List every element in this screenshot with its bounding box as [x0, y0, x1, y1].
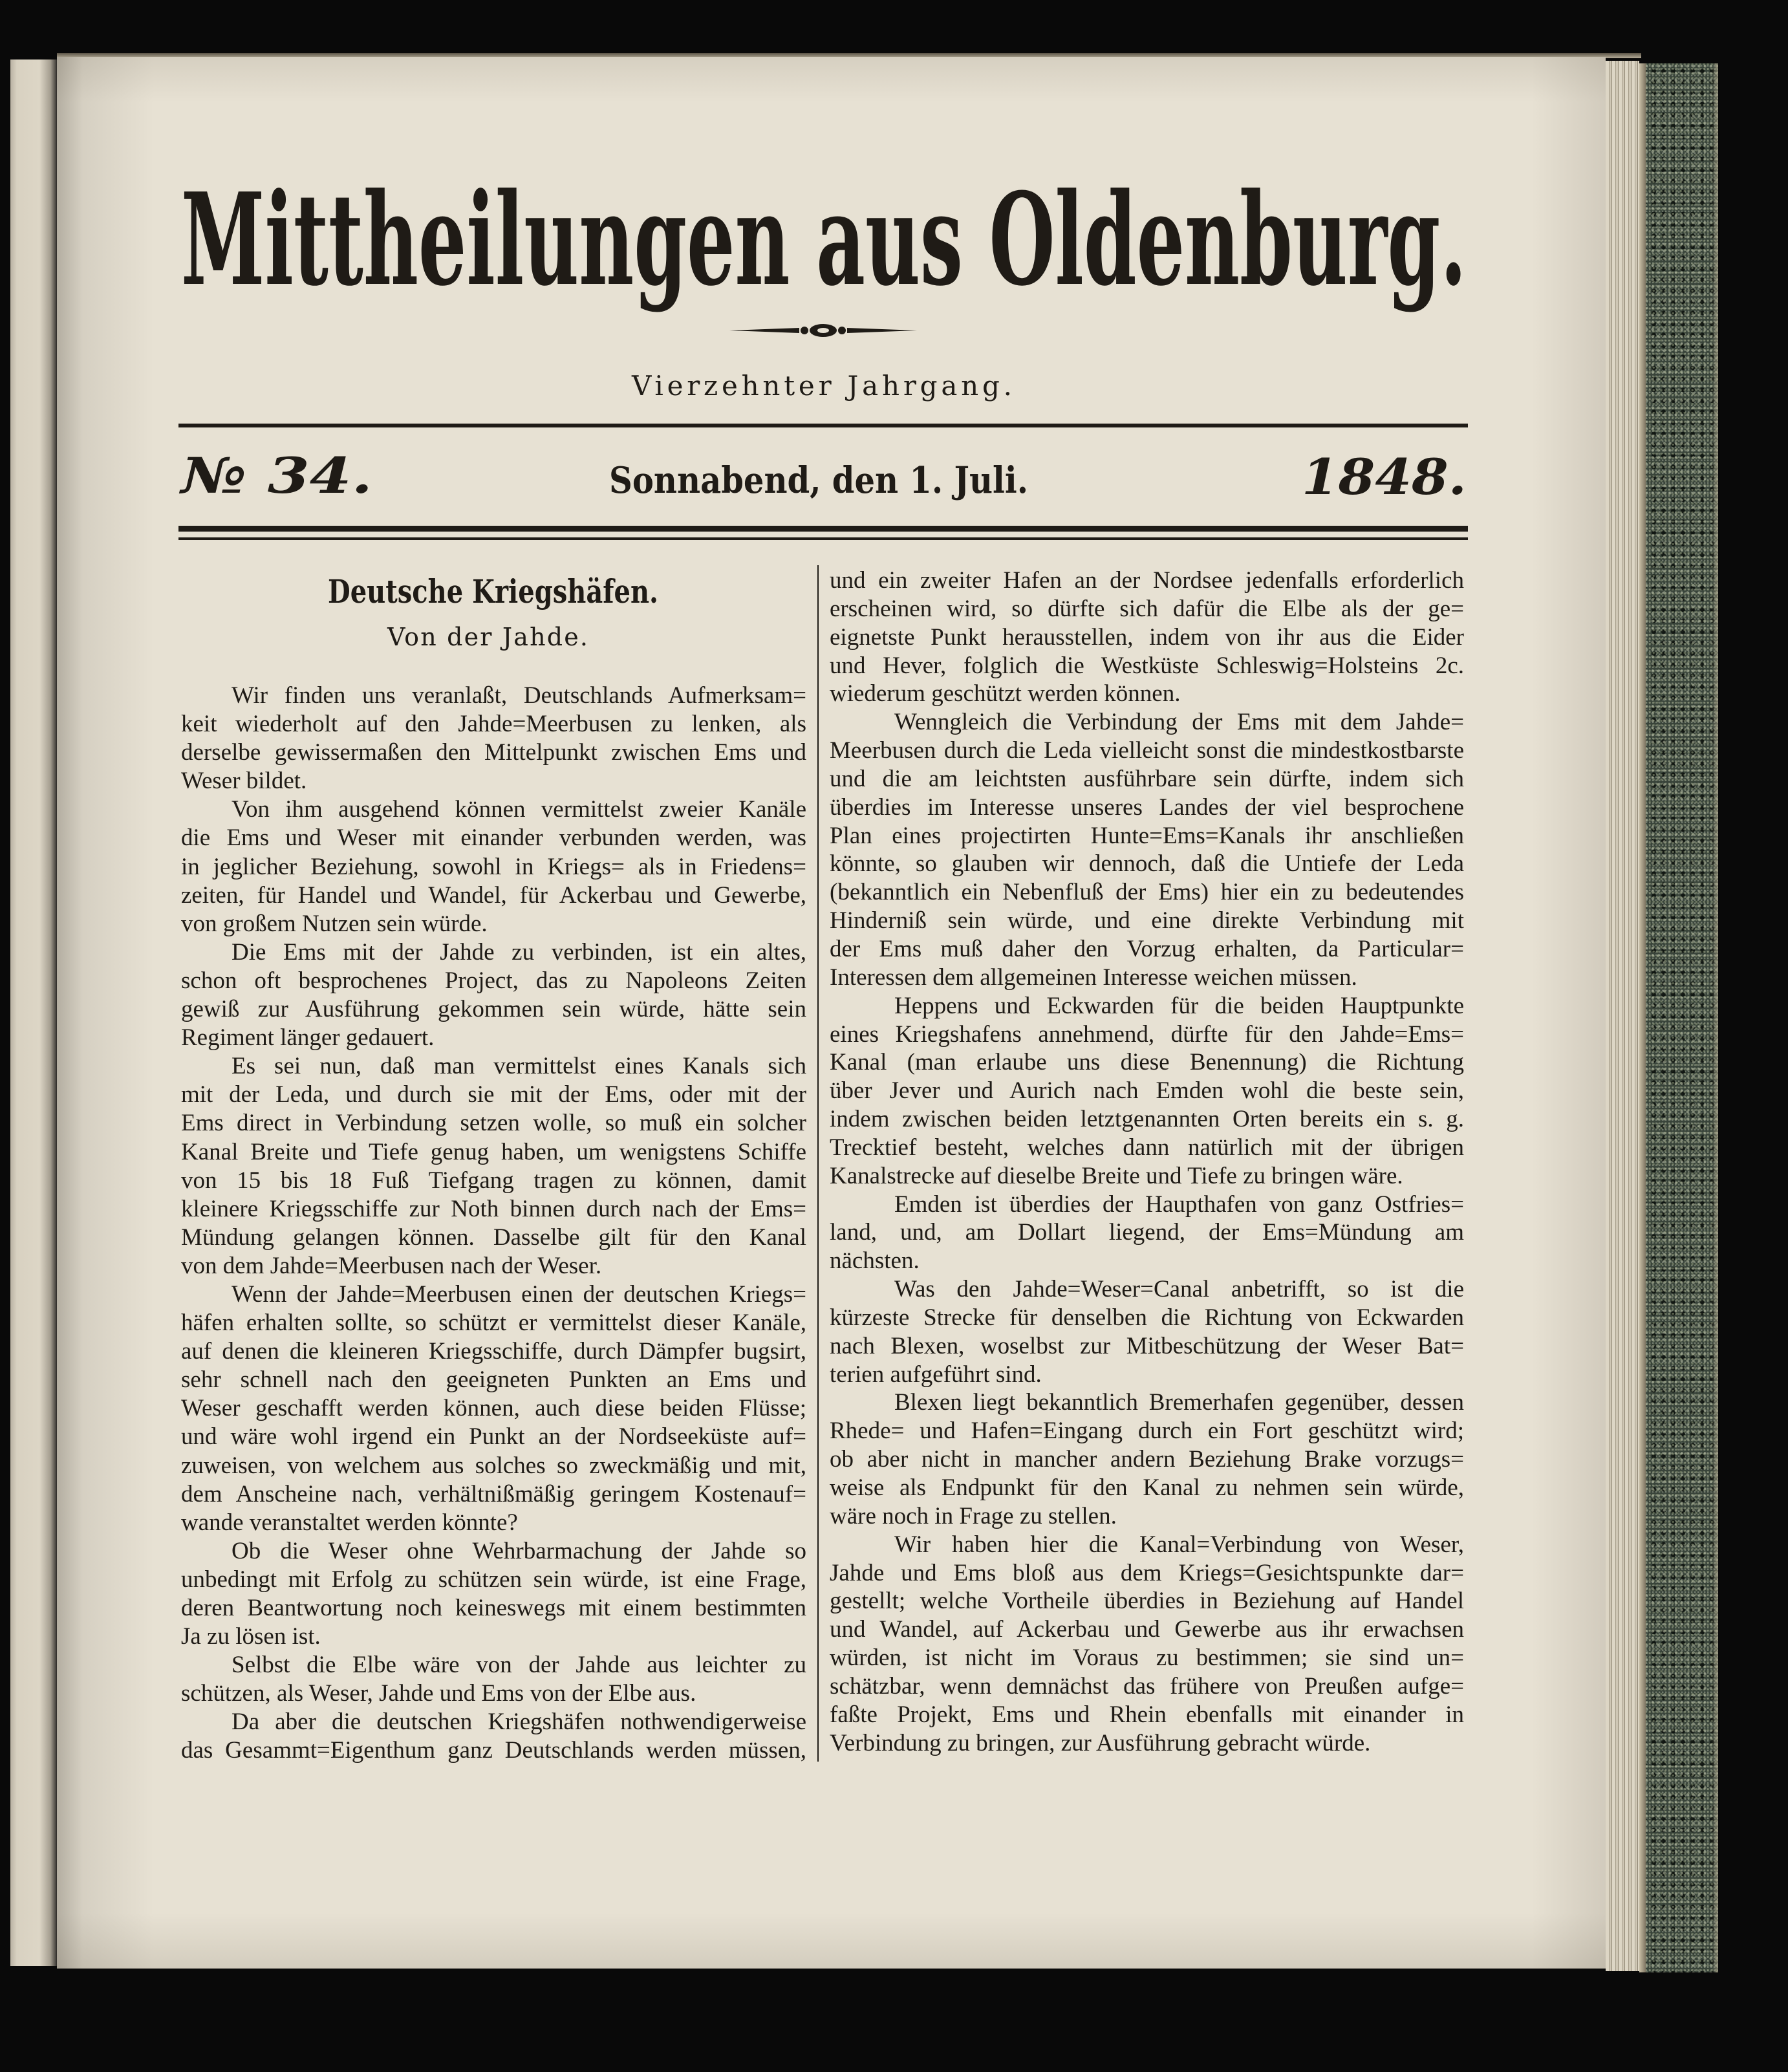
text-line: wäre noch in Frage zu stellen.	[830, 1502, 1117, 1529]
text-line: Blexen liegt bekanntlich Bremerhafen gegenüber, dessen	[894, 1389, 1464, 1416]
text-line: weise als Endpunkt für den Kanal zu nehmen sein würde,	[830, 1474, 1464, 1501]
text-line: Weser bildet.	[181, 768, 307, 795]
text-line: eignetste Punkt herausstellen, indem von ihr aus die Eider	[830, 623, 1464, 651]
text-line: schätzbar, wenn demnächst das frühere von Preußen aufge=	[830, 1672, 1464, 1700]
text-line: erscheinen wird, so dürfte sich dafür die Elbe als der ge=	[830, 595, 1464, 622]
text-line: und wäre wohl irgend ein Punkt an der Nordseeküste auf=	[181, 1423, 806, 1451]
text-line: land, und, am Dollart liegend, der Ems=Mündung am	[830, 1219, 1464, 1246]
ornament-left-rule	[729, 328, 799, 333]
right-column	[830, 567, 1464, 1757]
left-column	[181, 682, 806, 1765]
double-rule-thin	[178, 537, 1468, 540]
volume-label: Vierzehnter Jahrgang.	[632, 370, 1012, 402]
ornament-dot-left	[801, 327, 808, 334]
text-line: und Wandel, auf Ackerbau und Gewerbe aus ihr erwachsen	[830, 1616, 1464, 1643]
paragraph	[181, 938, 806, 1052]
text-line: könnte, so glauben wir dennoch, daß die Untiefe der Leda	[830, 850, 1464, 878]
text-line: deren Beantwortung noch keineswegs mit einem bestimmten	[181, 1595, 806, 1621]
paragraph	[181, 1537, 806, 1651]
text-line: und ein zweiter Hafen an der Nordsee jedenfalls erforderlich	[830, 567, 1464, 594]
text-line: Kanalstrecke auf dieselbe Breite und Tiefe zu bringen wäre.	[830, 1162, 1403, 1189]
text-line: Ems direct in Verbindung setzen wolle, so muß ein solcher	[181, 1110, 806, 1137]
text-line: terien aufgeführt sind.	[830, 1361, 1042, 1388]
ornament-right-rule	[847, 328, 917, 333]
text-line: Da aber die deutschen Kriegshäfen nothwendigerweise	[232, 1709, 806, 1736]
text-line: und Hever, folglich die Westküste Schleswig=Holsteins 2c.	[830, 652, 1464, 679]
text-line: mit der Leda, und durch sie mit der Ems, oder mit der	[181, 1081, 806, 1108]
text-line: sehr schnell nach den geeigneten Punkten an Ems und	[181, 1366, 806, 1394]
text-line: die Ems und Weser mit einander verbunden werden, was	[181, 825, 806, 852]
text-line: Was den Jahde=Weser=Canal anbetrifft, so ist die	[894, 1276, 1464, 1303]
text-line: Regiment länger gedauert.	[181, 1024, 435, 1052]
text-line: keit wiederholt auf den Jahde=Meerbusen zu lenken, als	[181, 711, 806, 738]
text-line: Weser geschafft werden können, auch diese beiden Flüsse;	[181, 1395, 806, 1422]
paragraph	[830, 992, 1464, 1191]
text-line: Ja zu lösen ist.	[181, 1623, 321, 1650]
text-line: eines Kriegshafens annehmend, dürfte für den Jahde=Ems=	[830, 1020, 1464, 1048]
paragraph	[830, 1191, 1464, 1276]
text-line: kleinere Kriegsschiffe zur Noth binnen durch nach der Ems=	[181, 1195, 806, 1222]
text-line: Trecktief besteht, welches dann natürlich mit der übrigen	[830, 1134, 1464, 1161]
paragraph	[181, 795, 806, 938]
text-line: schon oft besprochenes Project, das zu Napoleons Zeiten	[181, 967, 806, 994]
text-line: Heppens und Eckwarden für die beiden Hauptpunkte	[894, 992, 1464, 1019]
issue-date: Sonnabend, den 1. Juli.	[609, 459, 1028, 502]
text-line: gestellt; welche Vortheile überdies in Beziehung auf Handel	[830, 1588, 1464, 1615]
issue-year: 1848.	[1302, 448, 1467, 506]
paragraph	[830, 1275, 1464, 1388]
text-line: wiederum geschützt werden können.	[830, 680, 1181, 707]
text-line: wande veranstaltet werden könnte?	[181, 1509, 518, 1536]
text-line: ob aber nicht in mancher andern Beziehung Brake vorzugs=	[830, 1446, 1464, 1473]
paragraph	[181, 1651, 806, 1708]
text-line: Jahde und Ems bloß aus dem Kriegs=Gesichtspunkte dar=	[830, 1559, 1464, 1586]
article-title: Deutsche Kriegshäfen.	[328, 572, 658, 610]
paragraph	[830, 567, 1464, 708]
article-subtitle: Von der Jahde.	[387, 623, 588, 651]
paragraph	[830, 708, 1464, 991]
text-line: Von ihm ausgehend können vermittelst zweier Kanäle	[232, 796, 806, 823]
text-line: zuweisen, von welchem aus solches so zweckmäßig und mit,	[181, 1452, 806, 1479]
text-line: Selbst die Elbe wäre von der Jahde aus leichter zu	[232, 1652, 806, 1679]
paragraph	[830, 1531, 1464, 1758]
text-line: Plan eines projectirten Hunte=Ems=Kanals ihr anschließen	[830, 822, 1464, 849]
text-line: indem zwischen beiden letztgenannten Orten bereits ein s. g.	[830, 1106, 1464, 1133]
text-line: faßte Projekt, Ems und Rhein ebenfalls mit einander in	[830, 1701, 1464, 1728]
text-line: derselbe gewissermaßen den Mittelpunkt zwischen Ems und	[181, 739, 806, 766]
paragraph	[181, 1708, 806, 1765]
text-line: über Jever und Aurich nach Emden wohl die beste sein,	[830, 1077, 1464, 1105]
text-line: häfen erhalten sollte, so schützt er vermittelst dieser Kanäle,	[181, 1310, 806, 1337]
text-line: Wenngleich die Verbindung der Ems mit dem Jahde=	[894, 709, 1464, 736]
text-line: unbedingt mit Erfolg zu schützen sein würde, ist eine Frage,	[181, 1566, 806, 1593]
text-line: in jeglicher Beziehung, sowohl in Kriegs= als in Friedens=	[181, 853, 806, 880]
text-line: Wir haben hier die Kanal=Verbindung von Weser,	[894, 1531, 1464, 1558]
text-line: dem Anscheine nach, verhältnißmäßig geringem Kostenauf=	[181, 1480, 806, 1507]
text-line: nach Blexen, woselbst zur Mitbeschützung der Weser Bat=	[830, 1332, 1464, 1359]
text-line: und die am leichtsten ausführbare sein dürfte, indem sich	[830, 765, 1464, 792]
text-line: der Ems muß daher den Vorzug erhalten, da Particular=	[830, 935, 1464, 962]
ornament-dot-right	[838, 327, 846, 334]
text-line: (bekanntlich ein Nebenfluß der Ems) hier ein zu bedeutendes	[830, 879, 1464, 906]
title-ornament	[729, 324, 917, 337]
ornament-center-hole	[817, 328, 829, 333]
text-line: nächsten.	[830, 1247, 920, 1275]
header-rule	[178, 424, 1468, 427]
column-separator	[817, 565, 819, 1762]
paragraph	[830, 1388, 1464, 1530]
text-line: Mündung gelangen können. Dasselbe gilt für den Kanal	[181, 1224, 806, 1251]
text-line: Ob die Weser ohne Wehrbarmachung der Jahde so	[232, 1537, 806, 1564]
text-line: Verbindung zu bringen, zur Ausführung gebracht würde.	[830, 1729, 1371, 1756]
text-line: Meerbusen durch die Leda vielleicht sonst die mindestkostbarste	[830, 737, 1464, 764]
text-line: Es sei nun, daß man vermittelst eines Kanals sich	[232, 1053, 806, 1080]
newspaper-title: Mittheilungen aus Oldenburg.	[181, 166, 1467, 314]
paragraph	[181, 1280, 806, 1537]
text-line: Rhede= und Hafen=Eingang durch ein Fort geschützt wird;	[830, 1418, 1464, 1445]
paragraph	[181, 1052, 806, 1280]
text-line: Interessen dem allgemeinen Interesse weichen müssen.	[830, 964, 1357, 991]
text-line: würden, ist nicht im Voraus zu bestimmen; sie sind un=	[830, 1645, 1464, 1672]
issue-number: № 34.	[178, 447, 372, 504]
text-line: von 15 bis 18 Fuß Tiefgang tragen zu können, damit	[181, 1167, 806, 1194]
text-line: von großem Nutzen sein würde.	[181, 910, 488, 937]
text-line: zeiten, für Handel und Wandel, für Ackerbau und Gewerbe,	[181, 881, 806, 909]
text-line: von dem Jahde=Meerbusen nach der Weser.	[181, 1252, 602, 1279]
text-line: gewiß zur Ausführung gekommen sein würde, hätte sein	[181, 996, 806, 1023]
text-line: Kanal (man erlaube uns diese Benennung) die Richtung	[830, 1049, 1464, 1076]
text-line: Wenn der Jahde=Meerbusen einen der deutschen Kriegs=	[232, 1280, 806, 1308]
text-line: Emden ist überdies der Haupthafen von ganz Ostfries=	[894, 1191, 1464, 1218]
paragraph	[181, 682, 806, 795]
double-rule-thick	[178, 526, 1468, 532]
text-line: Hinderniß sein würde, und eine direkte Verbindung mit	[830, 907, 1464, 934]
text-line: Die Ems mit der Jahde zu verbinden, ist ein altes,	[232, 938, 806, 966]
text-line: auf denen die kleineren Kriegsschiffe, durch Dämpfer bugsirt,	[181, 1338, 806, 1365]
text-line: Kanal Breite und Tiefe genug haben, um wenigstens Schiffe	[181, 1138, 806, 1165]
text-line: kürzeste Strecke für denselben die Richtung von Eckwarden	[830, 1304, 1464, 1331]
text-line: überdies im Interesse unseres Landes der viel besprochene	[830, 793, 1464, 821]
text-line: schützen, als Weser, Jahde und Ems von der Elbe aus.	[181, 1680, 696, 1707]
text-line: Wir finden uns veranlaßt, Deutschlands Aufmerksam=	[232, 682, 806, 709]
text-line: das Gesammt=Eigenthum ganz Deutschlands werden müssen,	[181, 1737, 806, 1764]
